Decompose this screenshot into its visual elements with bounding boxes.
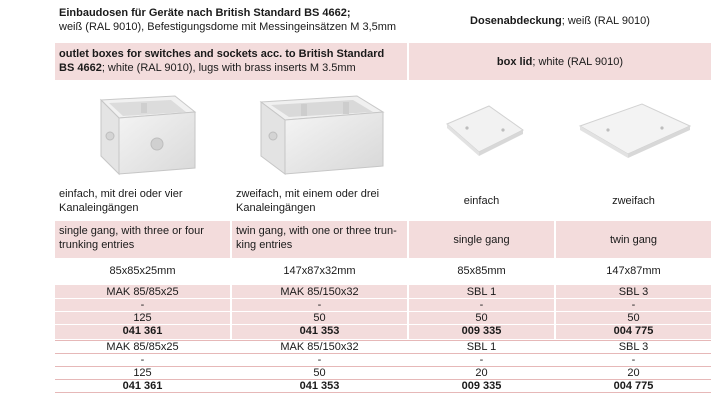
group-1-qty-3: 50 bbox=[475, 312, 488, 324]
group-2-dash-1: - bbox=[140, 354, 145, 366]
group-2-qty-1: 125 bbox=[133, 367, 152, 379]
group-2-dash-2: - bbox=[317, 354, 322, 366]
group-2-article-4: 004 775 bbox=[613, 380, 654, 392]
product-4-desc-de: zweifach bbox=[612, 195, 655, 207]
group-1-qty-1: 125 bbox=[133, 312, 152, 324]
product-3-desc-en: single gang bbox=[453, 233, 510, 246]
single-box-lid-icon bbox=[409, 80, 554, 180]
product-images-row bbox=[55, 80, 711, 180]
group-2-article-1: 041 361 bbox=[122, 380, 163, 392]
header-en-lid bbox=[409, 43, 711, 80]
group-2-dash-3: - bbox=[479, 354, 484, 366]
group-1-type-3: SBL 1 bbox=[466, 286, 497, 298]
group-2-article-2: 041 353 bbox=[299, 380, 340, 392]
product-3-dimensions: 85x85mm bbox=[457, 265, 506, 277]
product-1-desc-de: einfach, mit drei oder vier Kanaleingängen bbox=[59, 188, 183, 214]
group-1-dash-2: - bbox=[317, 299, 322, 311]
header-de-title-rest: weiß (RAL 9010), Befestigungsdome mit Messingeinsätzen M 3,5mm bbox=[59, 21, 397, 33]
group-1-dash-3: - bbox=[479, 299, 484, 311]
group-1-type-row bbox=[55, 287, 711, 298]
product-4-desc-en: twin gang bbox=[609, 233, 658, 246]
product-4-dimensions: 147x87mm bbox=[606, 265, 661, 277]
twin-outlet-box-icon bbox=[232, 80, 407, 180]
product-2-dimensions: 147x87x32mm bbox=[283, 265, 356, 277]
group-1-type-1: MAK 85/85x25 bbox=[106, 286, 179, 298]
group-2-dash-row bbox=[55, 355, 711, 366]
group-1-article-4: 004 775 bbox=[613, 325, 654, 337]
group-2-qty-row bbox=[55, 368, 711, 379]
header-en-title bbox=[55, 43, 407, 80]
product-3-desc-de: einfach bbox=[463, 195, 500, 207]
group-2-qty-2: 50 bbox=[313, 367, 326, 379]
group-1-dash-4: - bbox=[631, 299, 636, 311]
group-2-qty-3: 20 bbox=[475, 367, 488, 379]
header-de-lid-rest: ; weiß (RAL 9010) bbox=[561, 15, 650, 27]
product-table bbox=[55, 0, 711, 407]
desc-en-row bbox=[55, 221, 711, 258]
group-2-type-4: SBL 3 bbox=[618, 341, 649, 353]
header-en-lid-bold: box lid bbox=[496, 55, 533, 68]
group-1-article-3: 009 335 bbox=[461, 325, 502, 337]
group-1-article-2: 041 353 bbox=[299, 325, 340, 337]
header-en-lid-rest: ; white (RAL 9010) bbox=[532, 55, 624, 68]
header-en-title-bold2: BS 4662 bbox=[59, 62, 102, 74]
group-1-type-4: SBL 3 bbox=[618, 286, 649, 298]
dimensions-row bbox=[55, 258, 711, 284]
desc-de-row bbox=[55, 182, 711, 220]
header-row-en bbox=[55, 43, 711, 80]
header-en-title-rest: ; white (RAL 9010), lugs with brass inserts M 3.5mm bbox=[101, 62, 356, 74]
header-de-title-bold: Einbaudosen für Geräte nach British Standard BS 4662; bbox=[59, 7, 351, 19]
group-1-type-2: MAK 85/150x32 bbox=[280, 286, 359, 298]
group-2-article-row bbox=[55, 381, 711, 392]
header-en-title-bold: outlet boxes for switches and sockets acc. to British Standard bbox=[59, 48, 385, 60]
single-outlet-box-icon bbox=[55, 80, 230, 180]
group-1-qty-4: 50 bbox=[627, 312, 640, 324]
group-1-qty-row bbox=[55, 313, 711, 324]
header-de-lid-bold: Dosenabdeckung bbox=[470, 15, 562, 27]
group-1-article-1: 041 361 bbox=[122, 325, 163, 337]
header-de-lid bbox=[409, 0, 711, 42]
group-2-qty-4: 20 bbox=[627, 367, 640, 379]
group-2-dash-4: - bbox=[631, 354, 636, 366]
product-2-desc-en: twin gang, with one or three trun-king entries bbox=[236, 225, 397, 251]
group-2-type-1: MAK 85/85x25 bbox=[106, 341, 179, 353]
header-row-de bbox=[55, 0, 711, 42]
header-de-title bbox=[55, 0, 407, 42]
product-1-dimensions: 85x85x25mm bbox=[109, 265, 176, 277]
group-1-article-row bbox=[55, 326, 711, 337]
group-2-type-3: SBL 1 bbox=[466, 341, 497, 353]
product-1-desc-en: single gang, with three or four trunking entries bbox=[59, 225, 204, 251]
product-2-desc-de: zweifach, mit einem oder drei Kanaleingängen bbox=[236, 188, 380, 214]
twin-box-lid-icon bbox=[556, 80, 711, 180]
group-2-type-row bbox=[55, 342, 711, 353]
group-1-dash-1: - bbox=[140, 299, 145, 311]
group-2-type-2: MAK 85/150x32 bbox=[280, 341, 359, 353]
group-1-dash-row bbox=[55, 300, 711, 311]
group-2-article-3: 009 335 bbox=[461, 380, 502, 392]
group-1-qty-2: 50 bbox=[313, 312, 326, 324]
